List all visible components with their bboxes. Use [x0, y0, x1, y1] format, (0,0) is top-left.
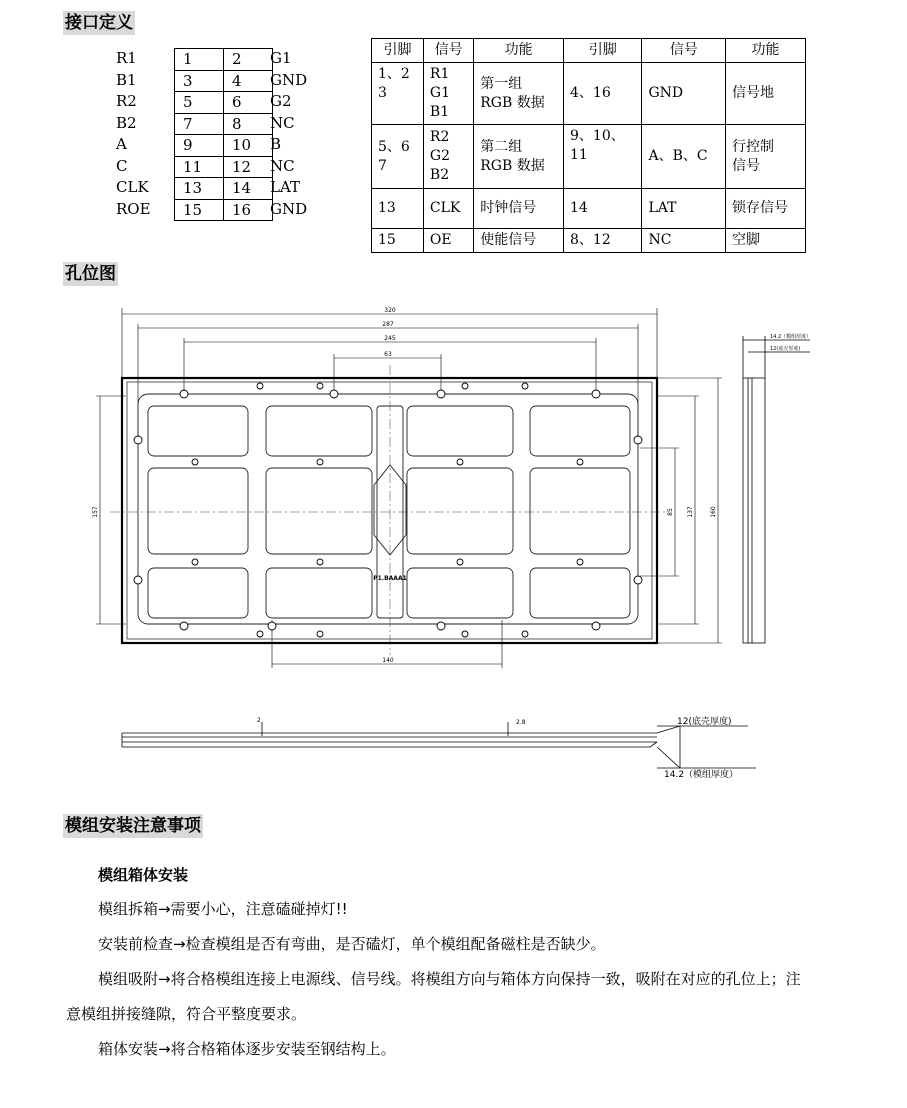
module-model-label: P1.BAAA1	[373, 575, 407, 582]
cell-line: 4、16	[570, 85, 611, 101]
note-paragraph: 模组拆箱→需要小心，注意磕碰掉灯!!	[98, 900, 348, 918]
dim-height-left: 157	[92, 506, 99, 518]
note-paragraph: 模组吸附→将合格模组连接上电源线、信号线。将模组方向与箱体方向保持一致，吸附在对应的孔位上；注	[98, 970, 801, 988]
cell-line: R1	[429, 66, 450, 82]
pin-number: 6	[224, 92, 273, 114]
dim-63: 63	[384, 351, 392, 358]
pin-right-label: GND	[270, 70, 308, 89]
cell-line: 第一组	[480, 75, 523, 92]
cell-line: 锁存信号	[732, 200, 789, 216]
note-paragraph: 意模组拼接缝隙，符合平整度要求。	[66, 1005, 307, 1023]
cell-line: 14	[570, 200, 588, 216]
dim-160: 160	[710, 506, 717, 518]
table-row	[372, 189, 806, 229]
dim-width: 320	[384, 307, 396, 314]
cell-line: 7	[378, 157, 387, 174]
cell-line: RGB 数据	[480, 94, 545, 111]
cell-line: 8、12	[570, 232, 611, 248]
bottom-module-thickness: 14.2（模组厚度）	[664, 770, 739, 780]
pin-left-label: ROE	[116, 199, 151, 218]
signal-function-table	[371, 38, 806, 253]
side-module-thickness: 14.2（模组厚度）	[770, 334, 812, 340]
pin-right-labels	[270, 48, 307, 220]
dim-137: 137	[687, 506, 694, 518]
dim-287: 287	[382, 321, 394, 328]
pin-right-label: GND	[270, 199, 308, 218]
table-row	[372, 229, 806, 253]
cell-line: 3	[378, 85, 387, 101]
dim-85: 85	[667, 508, 674, 516]
pin-right-label: NC	[270, 156, 295, 175]
hole-position-drawing	[0, 290, 907, 850]
side-shell-thickness: 12(底壳厚度)	[770, 346, 801, 352]
pin-left-label: R1	[116, 49, 137, 67]
cell-line: 第二组	[480, 138, 523, 155]
cell-line: 5、6	[378, 138, 410, 155]
cell-line: G2	[429, 148, 451, 164]
pin-right-label: G2	[270, 92, 292, 110]
note-paragraph: 箱体安装→将合格箱体逐步安装至钢结构上。	[98, 1040, 396, 1058]
note-paragraph: 安装前检查→检查模组是否有弯曲，是否磕灯，单个模组配备磁柱是否缺少。	[98, 935, 606, 953]
pin-number: 10	[224, 135, 273, 157]
cell-line: B2	[429, 167, 450, 183]
table-header: 功能	[474, 39, 564, 63]
dim-140: 140	[382, 657, 394, 664]
table-header: 信号	[642, 39, 726, 63]
pin-right-label: G1	[270, 49, 292, 67]
cell-line: 13	[378, 200, 396, 216]
pin-right-label: NC	[270, 113, 295, 132]
pin-left-label: B2	[116, 113, 137, 132]
pin-number: 7	[175, 113, 224, 135]
cell-line: 15	[378, 232, 396, 248]
cell-line: B1	[429, 104, 450, 120]
table-row	[372, 125, 806, 189]
pin-number: 1	[175, 49, 224, 71]
cell-line: 1、2	[378, 66, 410, 82]
cell-line: CLK	[429, 200, 461, 216]
pin-number: 9	[175, 135, 224, 157]
bottom-shell-thickness: 12(底壳厚度)	[677, 717, 732, 727]
pin-number: 8	[224, 113, 273, 135]
pin-left-label: B1	[116, 70, 137, 89]
section-heading-interface: 接口定义	[65, 13, 133, 33]
bottom-dim-2-8: 2.8	[516, 719, 526, 726]
installation-notes	[66, 858, 856, 1067]
pin-left-labels	[116, 48, 151, 220]
table-header: 引脚	[372, 39, 424, 63]
table-header: 功能	[726, 39, 806, 63]
table-header: 信号	[423, 39, 473, 63]
pin-number-table	[174, 48, 273, 221]
pin-number: 5	[175, 92, 224, 114]
cell-line: RGB 数据	[480, 157, 545, 174]
dim-245: 245	[384, 335, 396, 342]
cell-line: G1	[429, 85, 451, 101]
cell-line: 11	[570, 147, 588, 163]
pin-number: 11	[175, 156, 224, 178]
bottom-dim-2: 2	[257, 717, 261, 724]
pin-number: 13	[175, 178, 224, 200]
pin-number: 3	[175, 70, 224, 92]
pin-right-label: B	[270, 135, 282, 153]
cell-line: 时钟信号	[480, 200, 537, 216]
pin-number: 4	[224, 70, 273, 92]
table-header: 引脚	[564, 39, 642, 63]
cell-line: GND	[648, 85, 684, 101]
cell-line: 空脚	[732, 232, 761, 248]
section-heading-notes: 模组安装注意事项	[65, 816, 201, 836]
cell-line: 信号	[732, 157, 761, 174]
section-heading-holes: 孔位图	[65, 264, 116, 284]
cell-line: A、B、C	[648, 148, 708, 164]
pin-number: 16	[224, 199, 273, 221]
pin-number: 12	[224, 156, 273, 178]
pin-number: 2	[224, 49, 273, 71]
pin-right-label: LAT	[270, 178, 300, 196]
cell-line: NC	[648, 232, 672, 248]
pin-number: 15	[175, 199, 224, 221]
cell-line: 信号地	[732, 85, 775, 101]
cell-line: R2	[429, 129, 450, 145]
notes-subheading: 模组箱体安装	[98, 866, 189, 884]
pin-number: 14	[224, 178, 273, 200]
cell-line: 行控制	[732, 138, 775, 155]
cell-line: LAT	[648, 200, 677, 216]
pin-left-label: R2	[116, 92, 137, 110]
cell-line: 使能信号	[480, 232, 537, 248]
pin-left-label: CLK	[116, 178, 149, 196]
table-row	[372, 63, 806, 125]
pin-left-label: A	[116, 135, 127, 153]
cell-line: OE	[429, 232, 452, 248]
pin-left-label: C	[116, 156, 128, 175]
cell-line: 9、10、	[570, 128, 625, 144]
